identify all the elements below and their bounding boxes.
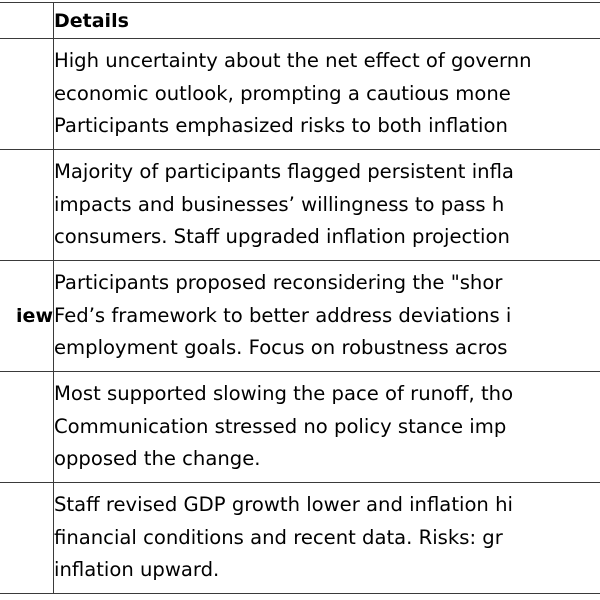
table-row: [0, 261, 600, 372]
minutes-table: [0, 2, 600, 594]
table-row: [0, 39, 600, 150]
topic-cell: iew: [0, 261, 54, 372]
details-line: Staff revised GDP growth lower and inflation hi: [54, 493, 513, 517]
details-cell: [54, 150, 600, 261]
details-line: inflation upward.: [54, 558, 220, 582]
topic-column-header: [0, 3, 54, 39]
details-line: Communication stressed no policy stance imp: [54, 414, 507, 438]
details-line: consumers. Staff upgraded inflation projection: [54, 225, 510, 249]
details-line: opposed the change.: [54, 447, 261, 471]
table-row: [0, 483, 600, 594]
details-cell: [54, 483, 600, 594]
topic-cell: [0, 372, 54, 483]
details-line: employment goals. Focus on robustness acros: [54, 336, 508, 360]
details-line: economic outlook, prompting a cautious mone: [54, 81, 511, 105]
header-row: [0, 3, 600, 39]
details-line: High uncertainty about the net effect of governn: [54, 49, 532, 73]
details-line: financial conditions and recent data. Risks: gr: [54, 525, 503, 549]
topic-cell: [0, 483, 54, 594]
details-line: Participants emphasized risks to both inflation: [54, 114, 508, 138]
details-column-header: Details: [54, 3, 600, 39]
details-line: impacts and businesses’ willingness to pass h: [54, 192, 505, 216]
details-cell: [54, 39, 600, 150]
topic-cell: [0, 150, 54, 261]
details-cell: [54, 261, 600, 372]
details-cell: [54, 372, 600, 483]
details-line: Majority of participants flagged persistent infla: [54, 160, 514, 184]
table-row: [0, 372, 600, 483]
topic-cell: [0, 39, 54, 150]
details-line: Fed’s framework to better address deviations i: [54, 303, 512, 327]
details-line: Most supported slowing the pace of runoff, tho: [54, 382, 514, 406]
details-line: Participants proposed reconsidering the "shor: [54, 271, 503, 295]
table-row: [0, 150, 600, 261]
